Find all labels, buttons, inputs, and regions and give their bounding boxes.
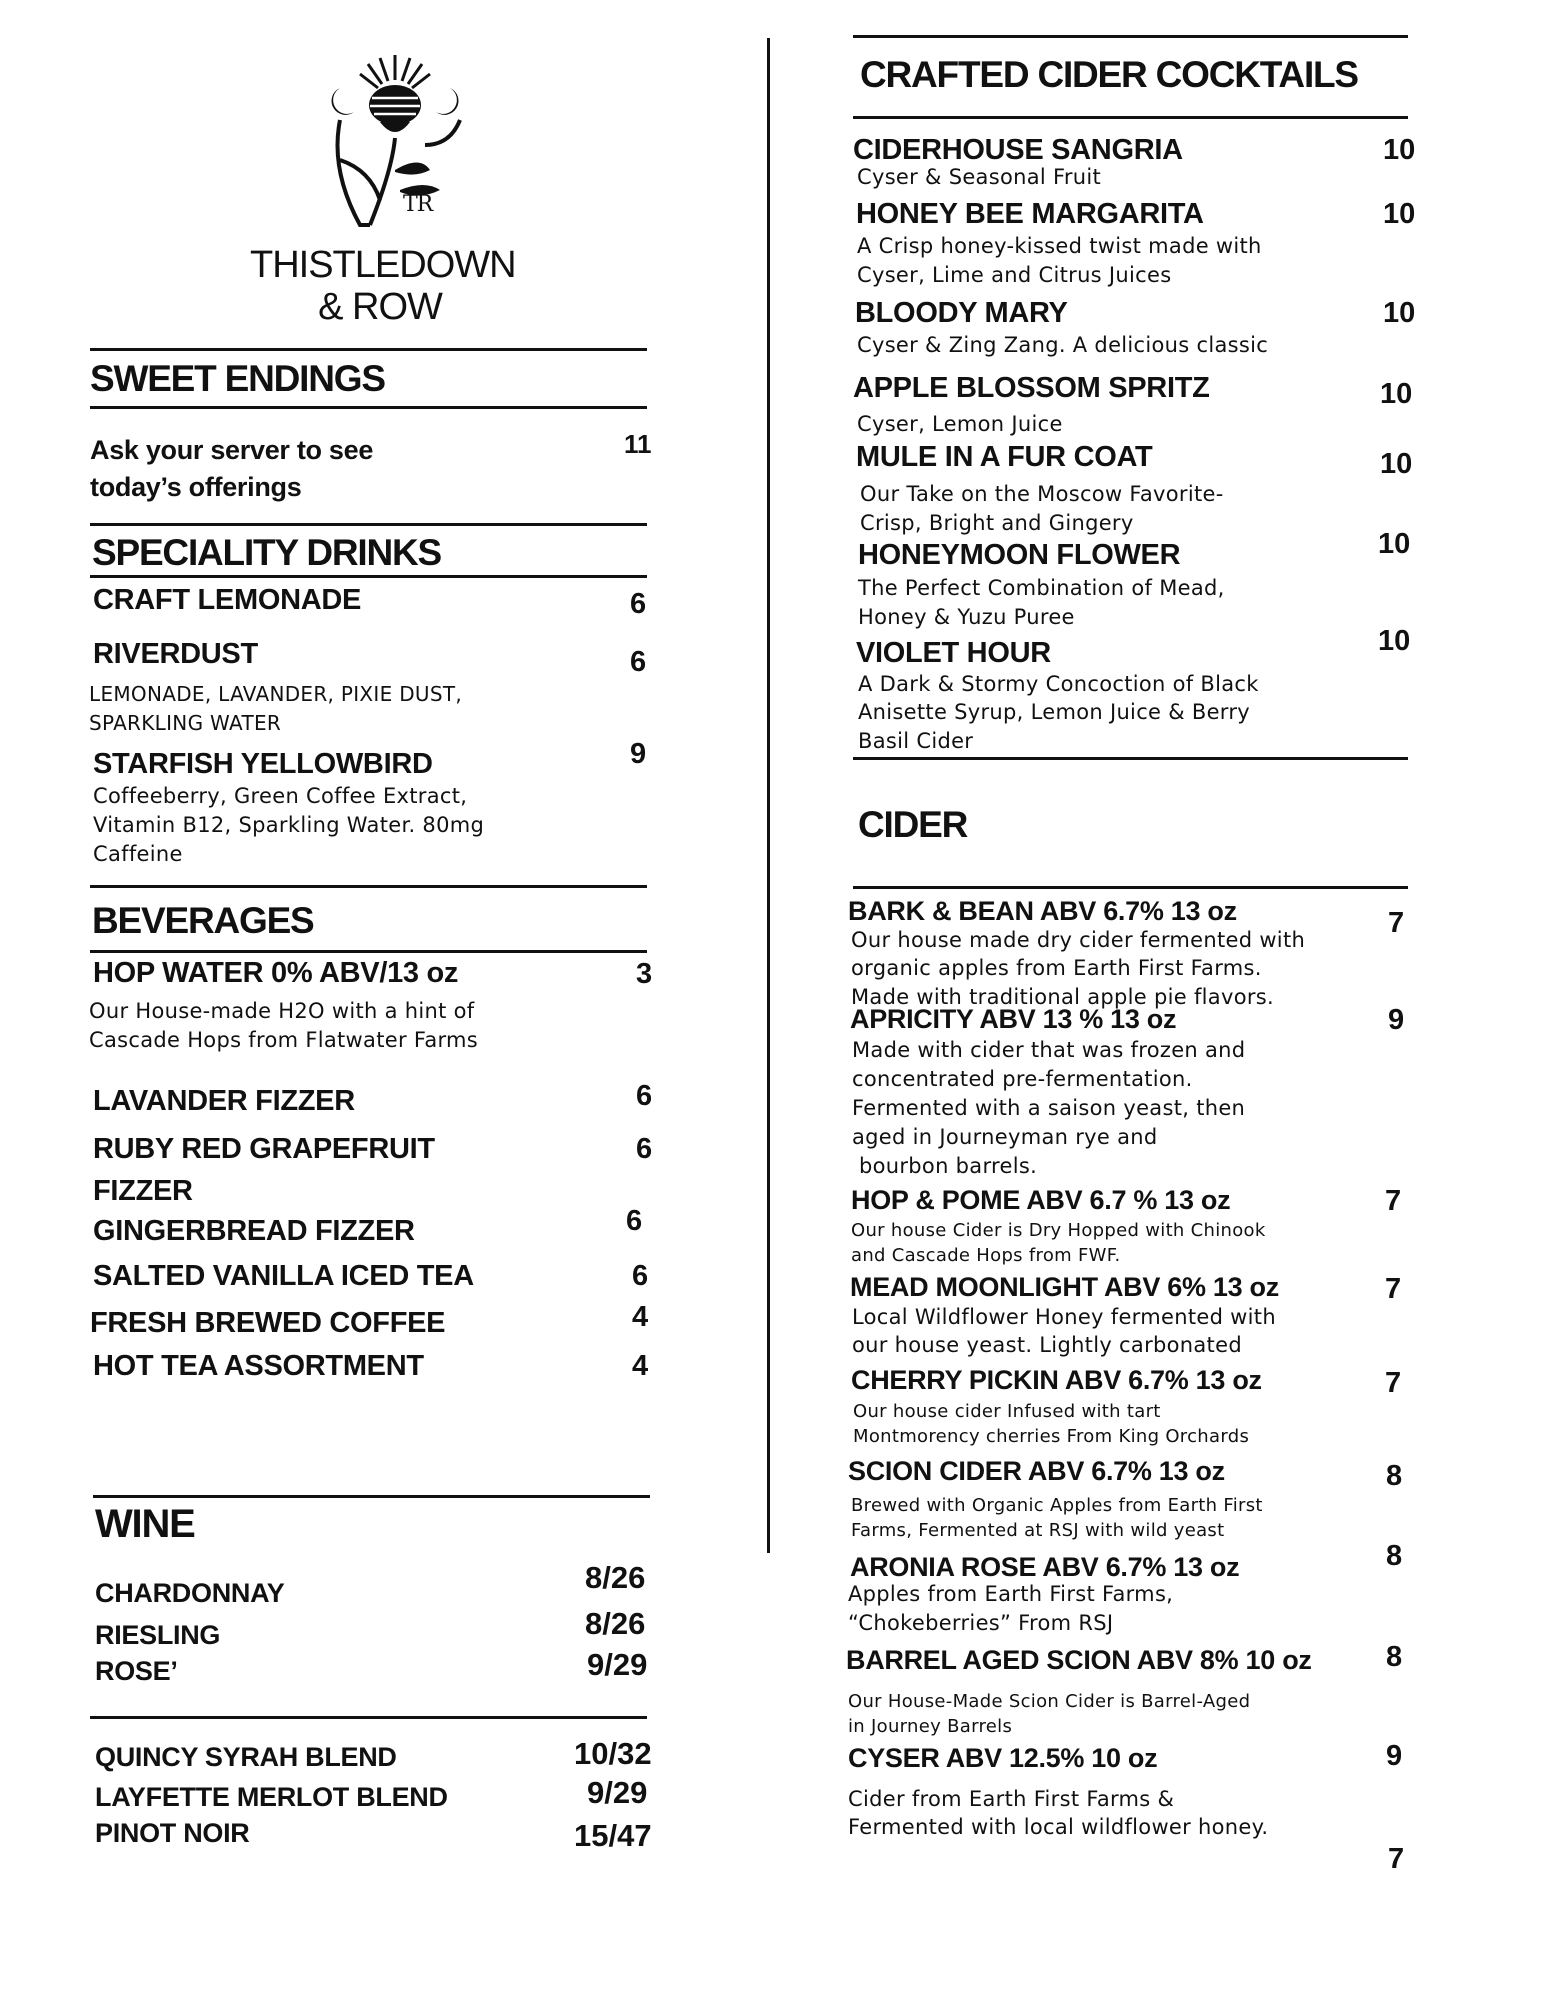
desc-violet-hour-2: Anisette Syrup, Lemon Juice & Berry — [858, 700, 1251, 724]
price-hop-pome: 7 — [1385, 1185, 1402, 1217]
desc-cyser-2: Fermented with local wildflower honey. — [848, 1815, 1269, 1839]
menu-item-rose: ROSE’ — [95, 1656, 178, 1686]
menu-item-bloody-mary: BLOODY MARY — [855, 297, 1068, 329]
rule — [90, 950, 647, 953]
price-spritz: 10 — [1380, 378, 1413, 410]
menu-item-mead-moonlight: MEAD MOONLIGHT ABV 6% 13 oz — [850, 1272, 1279, 1302]
price-mule: 10 — [1380, 448, 1413, 480]
price-craft-lemonade: 6 — [630, 588, 647, 620]
price-quincy: 10/32 — [574, 1736, 652, 1771]
desc-sangria-1: Cyser & Seasonal Fruit — [857, 165, 1102, 189]
price-cherry-pickin: 7 — [1385, 1367, 1402, 1399]
menu-item-honeymoon: HONEYMOON FLOWER — [858, 539, 1181, 571]
menu-item-craft-lemonade: CRAFT LEMONADE — [93, 584, 362, 616]
desc-cherry-pickin-2: Montmorency cherries From King Orchards — [853, 1426, 1250, 1447]
price-pinot: 15/47 — [574, 1818, 652, 1853]
brand-line-1: THISTLEDOWN — [250, 244, 516, 286]
menu-item-violet-hour: VIOLET HOUR — [856, 637, 1051, 669]
desc-bark-bean-1: Our house made dry cider fermented with — [851, 928, 1306, 952]
menu-item-pinot: PINOT NOIR — [95, 1818, 250, 1848]
desc-bloody-mary-1: Cyser & Zing Zang. A delicious classic — [857, 333, 1269, 357]
sweet-endings-text-1: Ask your server to see — [90, 435, 374, 465]
desc-cherry-pickin-1: Our house cider Infused with tart — [853, 1401, 1161, 1422]
price-hop-water: 3 — [636, 958, 653, 990]
rule — [853, 116, 1408, 119]
desc-hop-pome-2: and Cascade Hops from FWF. — [851, 1245, 1121, 1266]
menu-item-margarita: HONEY BEE MARGARITA — [856, 198, 1204, 230]
menu-item-sangria: CIDERHOUSE SANGRIA — [853, 134, 1183, 166]
rule — [90, 406, 647, 409]
price-layfette: 9/29 — [587, 1775, 648, 1810]
desc-bark-bean-2: organic apples from Earth First Farms. — [851, 956, 1262, 980]
desc-hop-water-2: Cascade Hops from Flatwater Farms — [89, 1028, 479, 1052]
price-scion: 8 — [1386, 1460, 1403, 1492]
desc-mule-1: Our Take on the Moscow Favorite- — [860, 482, 1224, 506]
price-vanilla-tea: 6 — [632, 1260, 649, 1292]
menu-item-mule: MULE IN A FUR COAT — [856, 441, 1153, 473]
rule — [90, 1716, 647, 1719]
price-starfish: 9 — [630, 738, 647, 770]
desc-barrel-aged-2: in Journey Barrels — [848, 1716, 1013, 1737]
menu-item-bark-bean: BARK & BEAN ABV 6.7% 13 oz — [848, 896, 1237, 926]
brand-monogram: TR — [403, 192, 433, 217]
rule — [853, 35, 1408, 38]
price-apricity: 9 — [1388, 1004, 1405, 1036]
cider-title: CIDER — [858, 804, 968, 845]
menu-item-spritz: APPLE BLOSSOM SPRITZ — [853, 372, 1210, 404]
menu-item-aronia-rose: ARONIA ROSE ABV 6.7% 13 oz — [850, 1552, 1240, 1582]
price-sangria: 10 — [1383, 134, 1416, 166]
sweet-endings-title: SWEET ENDINGS — [90, 358, 385, 399]
menu-item-coffee: FRESH BREWED COFFEE — [90, 1307, 446, 1339]
price-riverdust: 6 — [630, 646, 647, 678]
menu-item-apricity: APRICITY ABV 13 % 13 oz — [850, 1004, 1177, 1034]
price-extra: 7 — [1388, 1843, 1405, 1875]
desc-riverdust-2: SPARKLING WATER — [89, 711, 282, 735]
desc-scion-2: Farms, Fermented at RSJ with wild yeast — [851, 1520, 1225, 1541]
price-riesling: 8/26 — [585, 1606, 646, 1641]
menu-item-cherry-pickin: CHERRY PICKIN ABV 6.7% 13 oz — [851, 1365, 1262, 1395]
price-cyser: 9 — [1386, 1740, 1403, 1772]
desc-apricity-1: Made with cider that was frozen and — [852, 1038, 1246, 1062]
desc-apricity-3: Fermented with a saison yeast, then — [852, 1096, 1246, 1120]
desc-apricity-2: concentrated pre-fermentation. — [852, 1067, 1193, 1091]
menu-item-ruby-red-1: RUBY RED GRAPEFRUIT — [93, 1133, 435, 1165]
rule — [853, 886, 1408, 889]
sweet-endings-price: 11 — [624, 429, 652, 459]
price-margarita: 10 — [1383, 198, 1416, 230]
desc-starfish-3: Caffeine — [93, 842, 183, 866]
desc-scion-1: Brewed with Organic Apples from Earth First — [851, 1495, 1263, 1516]
desc-mead-moonlight-1: Local Wildflower Honey fermented with — [852, 1305, 1276, 1329]
rule — [853, 757, 1408, 760]
desc-margarita-1: A Crisp honey-kissed twist made with — [857, 234, 1262, 258]
menu-item-gingerbread: GINGERBREAD FIZZER — [93, 1215, 415, 1247]
menu-item-starfish: STARFISH YELLOWBIRD — [93, 748, 433, 780]
menu-item-tea: HOT TEA ASSORTMENT — [93, 1350, 424, 1382]
menu-item-hop-pome: HOP & POME ABV 6.7 % 13 oz — [851, 1185, 1231, 1215]
speciality-title: SPECIALITY DRINKS — [92, 532, 441, 573]
menu-item-vanilla-tea: SALTED VANILLA ICED TEA — [93, 1260, 474, 1292]
price-rose: 9/29 — [587, 1647, 648, 1682]
column-divider — [767, 38, 770, 1553]
thistle-icon — [300, 50, 490, 240]
price-aronia-rose: 8 — [1386, 1540, 1403, 1572]
menu-item-quincy: QUINCY SYRAH BLEND — [95, 1742, 397, 1772]
menu-item-riesling: RIESLING — [95, 1620, 221, 1650]
menu-item-lavander-fizzer: LAVANDER FIZZER — [93, 1085, 355, 1117]
desc-margarita-2: Cyser, Lime and Citrus Juices — [857, 263, 1172, 287]
desc-hop-pome-1: Our house Cider is Dry Hopped with Chinook — [851, 1220, 1266, 1241]
desc-barrel-aged-1: Our House-Made Scion Cider is Barrel-Aged — [848, 1691, 1251, 1712]
wine-title: WINE — [95, 1502, 195, 1546]
desc-cyser-1: Cider from Earth First Farms & — [848, 1787, 1175, 1811]
brand-logo — [300, 50, 490, 240]
menu-item-riverdust: RIVERDUST — [93, 638, 258, 670]
brand-line-2: & ROW — [318, 286, 442, 328]
rule — [90, 885, 647, 888]
desc-aronia-rose-1: Apples from Earth First Farms, — [848, 1582, 1174, 1606]
price-coffee: 4 — [632, 1301, 649, 1333]
cocktails-title: CRAFTED CIDER COCKTAILS — [860, 54, 1358, 95]
desc-honeymoon-1: The Perfect Combination of Mead, — [858, 576, 1225, 600]
desc-mule-2: Crisp, Bright and Gingery — [860, 511, 1134, 535]
menu-item-scion: SCION CIDER ABV 6.7% 13 oz — [848, 1456, 1225, 1486]
beverages-title: BEVERAGES — [92, 900, 314, 941]
desc-starfish-1: Coffeeberry, Green Coffee Extract, — [93, 784, 468, 808]
price-ruby-red: 6 — [636, 1133, 653, 1165]
price-honeymoon: 10 — [1378, 528, 1411, 560]
price-lavander-fizzer: 6 — [636, 1080, 653, 1112]
desc-aronia-rose-2: “Chokeberries” From RSJ — [848, 1611, 1114, 1635]
price-tea: 4 — [632, 1350, 649, 1382]
menu-item-cyser: CYSER ABV 12.5% 10 oz — [848, 1743, 1158, 1773]
price-chardonnay: 8/26 — [585, 1560, 646, 1595]
desc-hop-water-1: Our House-made H2O with a hint of — [89, 999, 475, 1023]
desc-bark-bean-3: Made with traditional apple pie flavors. — [851, 985, 1274, 1009]
brand-name — [250, 244, 516, 328]
rule — [90, 348, 647, 351]
desc-spritz-1: Cyser, Lemon Juice — [857, 412, 1063, 436]
rule — [90, 523, 647, 526]
rule — [93, 1495, 650, 1498]
desc-starfish-2: Vitamin B12, Sparkling Water. 80mg — [93, 813, 485, 837]
desc-apricity-4: aged in Journeyman rye and — [852, 1125, 1158, 1149]
price-bloody-mary: 10 — [1383, 297, 1416, 329]
desc-honeymoon-2: Honey & Yuzu Puree — [858, 605, 1075, 629]
desc-violet-hour-3: Basil Cider — [858, 729, 974, 753]
menu-item-hop-water: HOP WATER 0% ABV/13 oz — [93, 957, 459, 989]
desc-riverdust-1: LEMONADE, LAVANDER, PIXIE DUST, — [89, 682, 463, 706]
price-barrel-aged: 8 — [1386, 1641, 1403, 1673]
desc-mead-moonlight-2: our house yeast. Lightly carbonated — [852, 1333, 1242, 1357]
desc-apricity-5: bourbon barrels. — [852, 1154, 1038, 1178]
rule — [90, 575, 647, 578]
desc-violet-hour-1: A Dark & Stormy Concoction of Black — [858, 672, 1259, 696]
menu-item-layfette: LAYFETTE MERLOT BLEND — [95, 1782, 448, 1812]
price-gingerbread: 6 — [626, 1205, 643, 1237]
menu-item-ruby-red-2: FIZZER — [93, 1175, 193, 1207]
menu-item-barrel-aged: BARREL AGED SCION ABV 8% 10 oz — [846, 1645, 1312, 1675]
price-violet-hour: 10 — [1378, 625, 1411, 657]
sweet-endings-text-2: today’s offerings — [90, 472, 302, 502]
price-mead-moonlight: 7 — [1385, 1273, 1402, 1305]
price-bark-bean: 7 — [1388, 907, 1405, 939]
menu-item-chardonnay: CHARDONNAY — [95, 1578, 285, 1608]
